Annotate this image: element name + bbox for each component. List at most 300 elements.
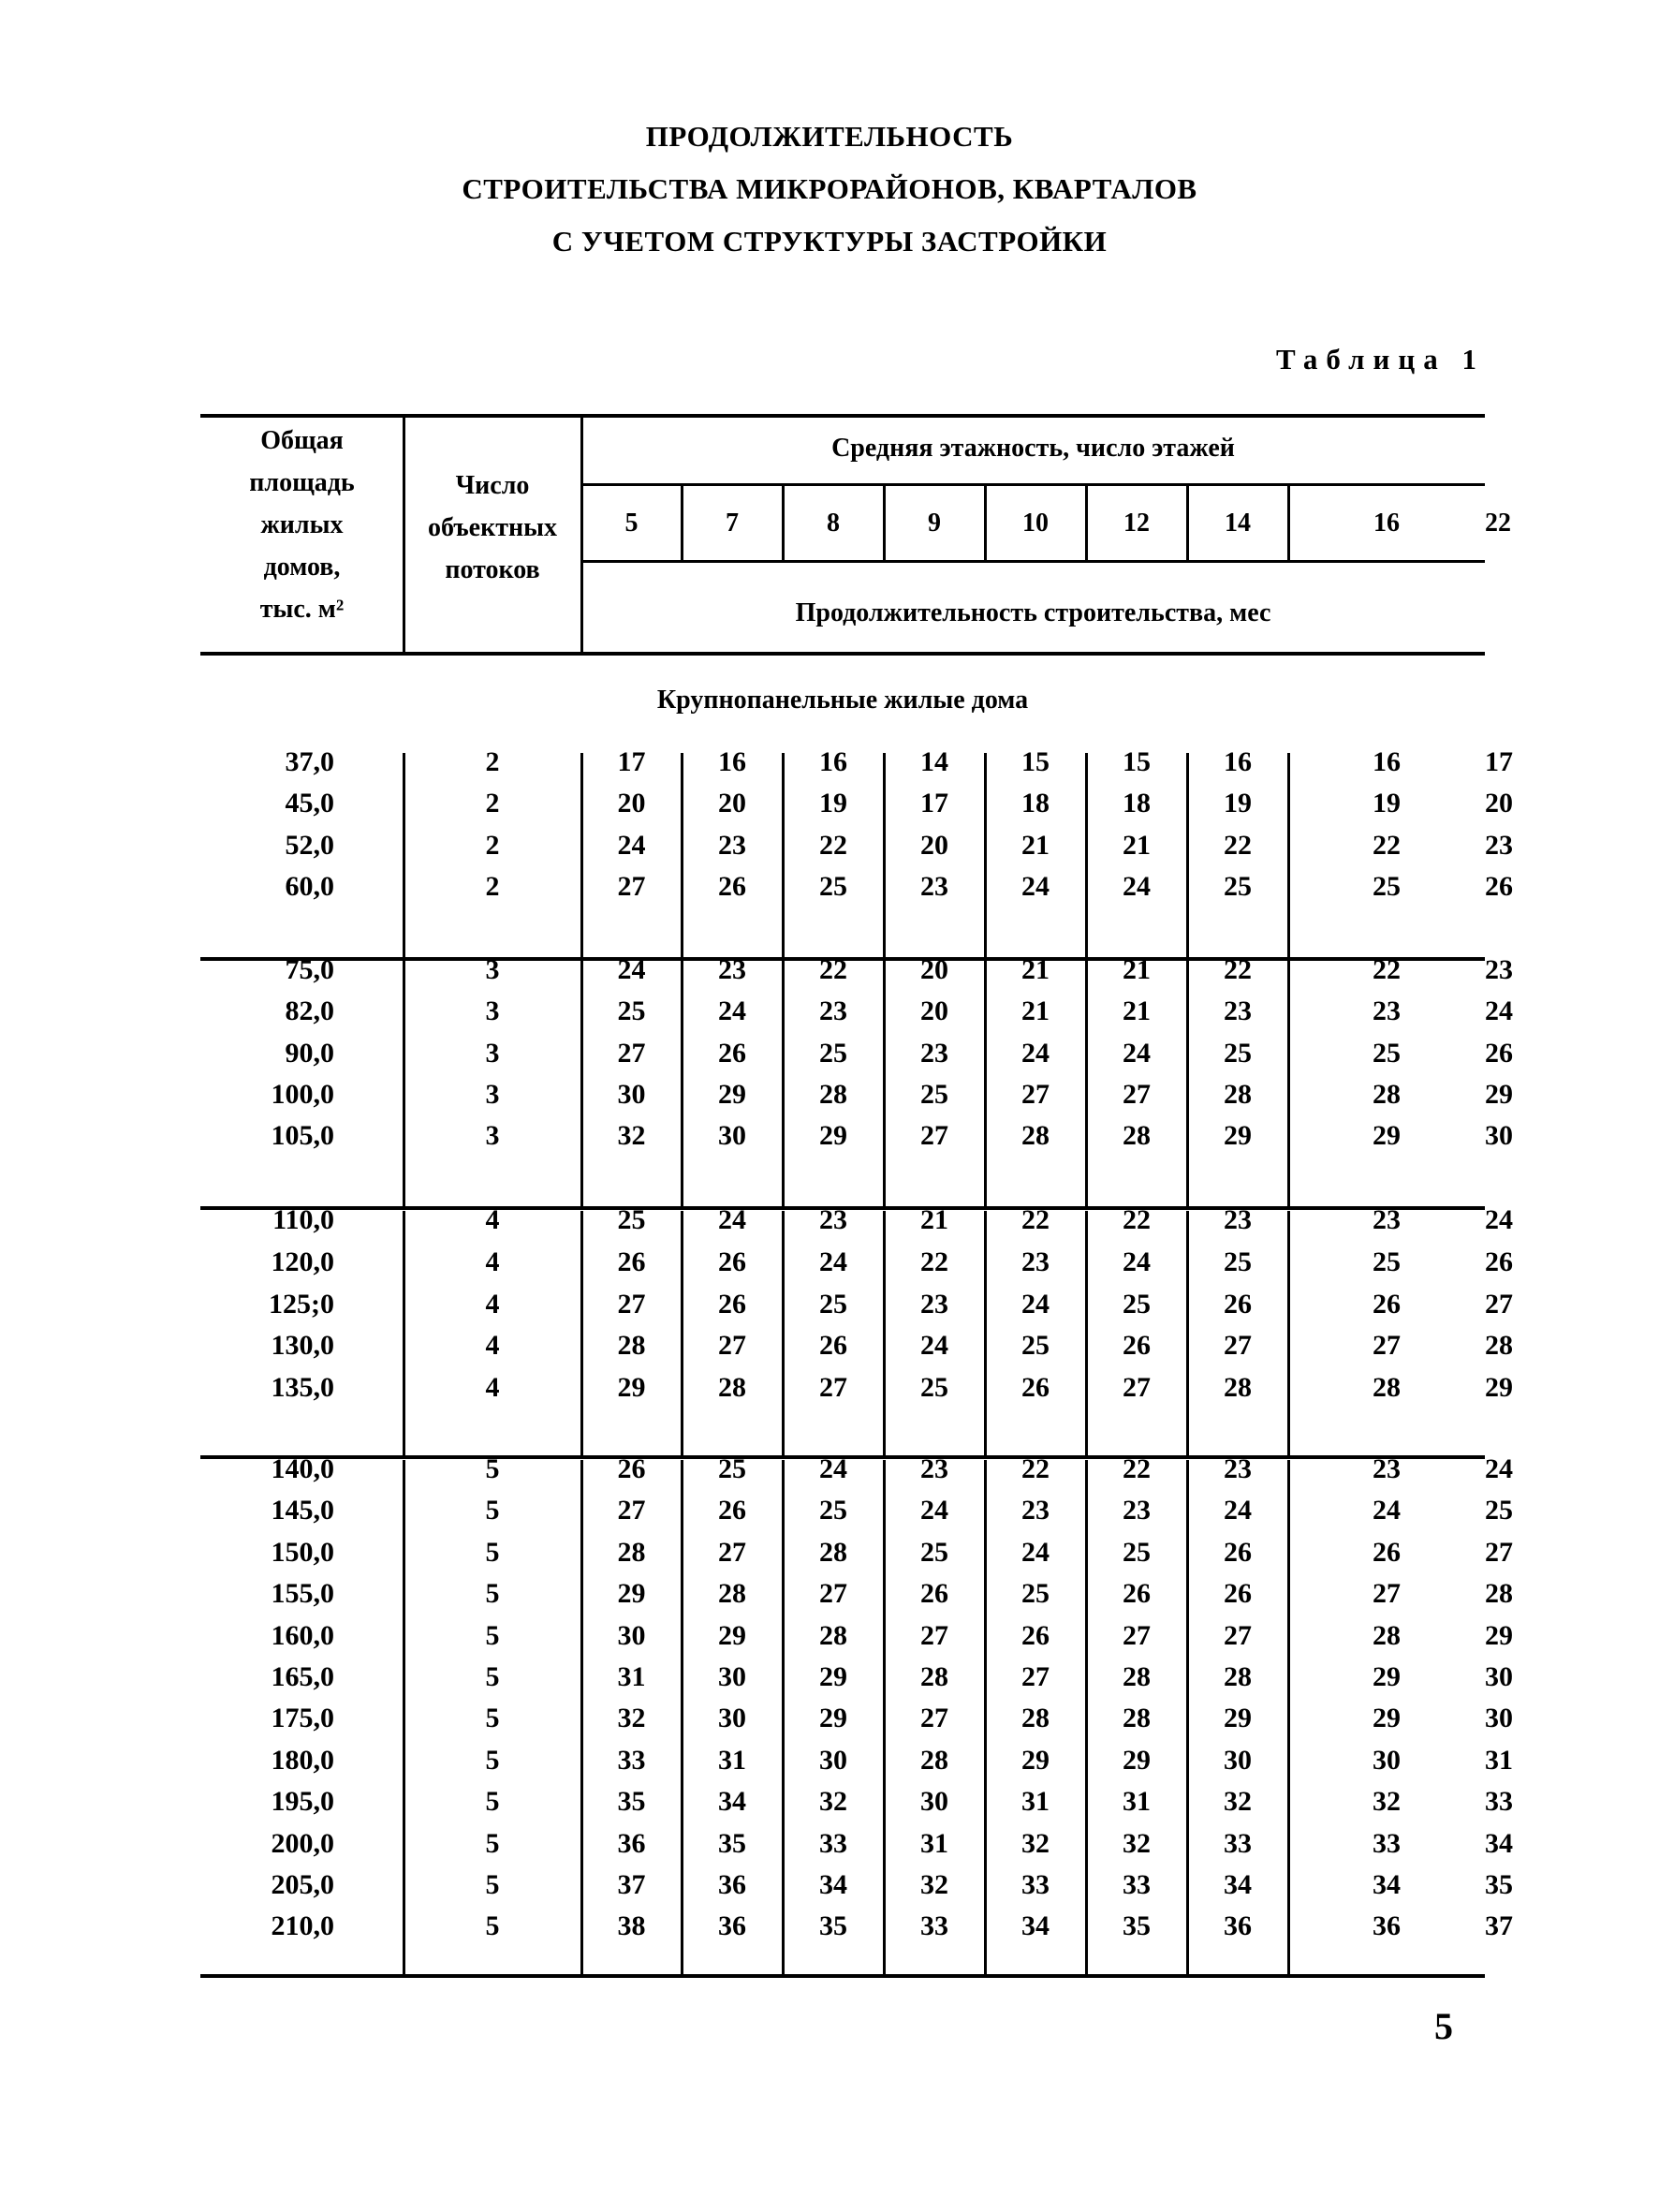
duration-cell: 19 <box>1224 788 1252 818</box>
duration-cell: 34 <box>718 1786 746 1817</box>
area-cell: 90,0 <box>285 1038 334 1069</box>
duration-cell: 33 <box>1123 1869 1151 1900</box>
area-cell: 52,0 <box>285 830 334 861</box>
streams-header-line: объектных <box>428 513 557 542</box>
duration-cell: 28 <box>1224 1661 1252 1692</box>
duration-cell: 27 <box>718 1537 746 1568</box>
duration-cell: 20 <box>920 954 948 985</box>
duration-cell: 24 <box>1021 1537 1050 1568</box>
floors-header-cell: 10 <box>1022 509 1049 538</box>
duration-cell: 24 <box>1123 1038 1151 1069</box>
floors-top-rule <box>581 483 1485 486</box>
duration-cell: 36 <box>718 1910 746 1941</box>
streams-cell: 5 <box>485 1495 500 1526</box>
duration-cell: 21 <box>1021 995 1050 1026</box>
area-header-line: домов, <box>263 553 341 582</box>
duration-cell: 35 <box>819 1910 847 1941</box>
duration-cell: 16 <box>1373 746 1401 777</box>
duration-cell: 20 <box>617 788 646 818</box>
duration-cell: 17 <box>920 788 948 818</box>
streams-cell: 3 <box>485 1038 500 1069</box>
duration-cell: 25 <box>617 995 646 1026</box>
duration-cell: 25 <box>1224 1246 1252 1277</box>
title-line-2: СТРОИТЕЛЬСТВА МИКРОРАЙОНОВ, КВАРТАЛОВ <box>462 172 1197 205</box>
duration-cell: 25 <box>1485 1495 1513 1526</box>
area-column-header <box>200 420 404 630</box>
duration-cell: 23 <box>1485 830 1513 861</box>
duration-cell: 25 <box>920 1372 948 1403</box>
duration-cell: 26 <box>1373 1289 1401 1320</box>
duration-cell: 26 <box>617 1453 646 1484</box>
duration-cell: 30 <box>819 1745 847 1776</box>
streams-cell: 5 <box>485 1703 500 1733</box>
duration-cell: 27 <box>819 1372 847 1403</box>
streams-cell: 5 <box>485 1869 500 1900</box>
duration-cell: 24 <box>819 1453 847 1484</box>
streams-cell: 2 <box>485 788 500 818</box>
duration-cell: 28 <box>1373 1620 1401 1651</box>
duration-cell: 36 <box>617 1828 646 1859</box>
duration-cell: 20 <box>920 830 948 861</box>
duration-cell: 27 <box>1123 1620 1151 1651</box>
duration-cell: 35 <box>718 1828 746 1859</box>
document-title <box>0 111 1659 268</box>
duration-cell: 24 <box>718 1204 746 1235</box>
duration-cell: 24 <box>1485 1204 1513 1235</box>
streams-cell: 4 <box>485 1330 500 1361</box>
duration-cell: 25 <box>1373 871 1401 902</box>
floors-header-cell: 8 <box>827 509 840 538</box>
duration-cell: 33 <box>920 1910 948 1941</box>
page-number: 5 <box>1434 2005 1453 2047</box>
duration-cell: 28 <box>1123 1120 1151 1151</box>
streams-cell: 4 <box>485 1204 500 1235</box>
area-header-line: площадь <box>249 468 355 497</box>
area-cell: 37,0 <box>285 746 334 777</box>
duration-cell: 28 <box>819 1620 847 1651</box>
duration-cell: 27 <box>1485 1537 1513 1568</box>
duration-cell: 26 <box>1123 1330 1151 1361</box>
duration-cell: 28 <box>1485 1330 1513 1361</box>
title-line-3: С УЧЕТОМ СТРУКТУРЫ ЗАСТРОЙКИ <box>551 225 1108 258</box>
streams-cell: 4 <box>485 1246 500 1277</box>
duration-cell: 33 <box>1021 1869 1050 1900</box>
duration-cell: 23 <box>1224 1204 1252 1235</box>
area-cell: 145,0 <box>271 1495 334 1526</box>
duration-cell: 25 <box>1373 1246 1401 1277</box>
duration-cell: 27 <box>920 1120 948 1151</box>
area-cell: 82,0 <box>285 995 334 1026</box>
duration-cell: 28 <box>1485 1578 1513 1609</box>
duration-cell: 31 <box>920 1828 948 1859</box>
floors-header-cell: 9 <box>928 509 941 538</box>
section-title: Крупнопанельные жилые дома <box>656 686 1029 715</box>
duration-cell: 27 <box>617 1495 646 1526</box>
duration-cell: 28 <box>1224 1372 1252 1403</box>
duration-cell: 27 <box>617 1038 646 1069</box>
area-header-line: Общая <box>260 426 344 455</box>
duration-cell: 22 <box>1021 1204 1050 1235</box>
duration-cell: 29 <box>819 1120 847 1151</box>
streams-cell: 3 <box>485 995 500 1026</box>
area-cell: 135,0 <box>271 1372 334 1403</box>
duration-cell: 18 <box>1021 788 1050 818</box>
duration-cell: 33 <box>1485 1786 1513 1817</box>
duration-cell: 23 <box>1485 954 1513 985</box>
duration-cell: 31 <box>1485 1745 1513 1776</box>
area-cell: 100,0 <box>271 1079 334 1110</box>
duration-cell: 29 <box>617 1372 646 1403</box>
area-cell: 105,0 <box>271 1120 334 1151</box>
duration-cell: 16 <box>718 746 746 777</box>
duration-cell: 25 <box>819 871 847 902</box>
duration-cell: 28 <box>718 1578 746 1609</box>
floors-header-cell: 16 <box>1373 509 1400 538</box>
duration-cell: 27 <box>920 1703 948 1733</box>
duration-cell: 34 <box>1373 1869 1401 1900</box>
duration-cell: 21 <box>1021 830 1050 861</box>
duration-cell: 21 <box>1123 830 1151 861</box>
duration-cell: 30 <box>718 1661 746 1692</box>
duration-cell: 29 <box>718 1620 746 1651</box>
duration-cell: 32 <box>1224 1786 1252 1817</box>
duration-cell: 22 <box>1224 954 1252 985</box>
duration-cell: 24 <box>1021 1289 1050 1320</box>
duration-cell: 24 <box>920 1330 948 1361</box>
duration-cell: 23 <box>1123 1495 1151 1526</box>
duration-cell: 32 <box>819 1786 847 1817</box>
duration-cell: 26 <box>1224 1537 1252 1568</box>
duration-cell: 34 <box>1021 1910 1050 1941</box>
duration-cell: 23 <box>1224 995 1252 1026</box>
duration-cell: 18 <box>1123 788 1151 818</box>
duration-cell: 27 <box>1021 1661 1050 1692</box>
duration-cell: 29 <box>1373 1661 1401 1692</box>
streams-cell: 5 <box>485 1910 500 1941</box>
duration-cell: 28 <box>617 1330 646 1361</box>
duration-cell: 24 <box>1485 995 1513 1026</box>
streams-header-line: Число <box>455 471 530 500</box>
duration-cell: 26 <box>1485 1246 1513 1277</box>
streams-cell: 5 <box>485 1537 500 1568</box>
duration-cell: 24 <box>718 995 746 1026</box>
duration-cell: 37 <box>617 1869 646 1900</box>
duration-cell: 23 <box>1373 1204 1401 1235</box>
duration-cell: 23 <box>1373 1453 1401 1484</box>
duration-cell: 29 <box>617 1578 646 1609</box>
duration-cell: 24 <box>920 1495 948 1526</box>
duration-cell: 30 <box>1224 1745 1252 1776</box>
duration-cell: 22 <box>1373 954 1401 985</box>
duration-cell: 34 <box>819 1869 847 1900</box>
area-cell: 140,0 <box>271 1453 334 1484</box>
duration-cell: 22 <box>920 1246 948 1277</box>
duration-cell: 26 <box>1123 1578 1151 1609</box>
duration-cell: 27 <box>617 1289 646 1320</box>
duration-cell: 17 <box>1485 746 1513 777</box>
duration-cell: 27 <box>1373 1578 1401 1609</box>
streams-cell: 5 <box>485 1661 500 1692</box>
duration-cell: 25 <box>819 1495 847 1526</box>
duration-cell: 22 <box>1123 1204 1151 1235</box>
duration-cell: 26 <box>1224 1578 1252 1609</box>
streams-cell: 5 <box>485 1453 500 1484</box>
area-cell: 210,0 <box>271 1910 334 1941</box>
duration-cell: 26 <box>1224 1289 1252 1320</box>
floors-header-cell: 5 <box>624 509 639 538</box>
duration-cell: 27 <box>1123 1372 1151 1403</box>
duration-cell: 25 <box>920 1079 948 1110</box>
duration-cell: 25 <box>1123 1289 1151 1320</box>
duration-cell: 26 <box>718 1289 746 1320</box>
duration-cell: 14 <box>920 746 948 777</box>
table-label: Таблица 1 <box>1276 343 1485 376</box>
duration-cell: 32 <box>1021 1828 1050 1859</box>
duration-cell: 35 <box>1123 1910 1151 1941</box>
duration-cell: 24 <box>1021 1038 1050 1069</box>
area-header-line: тыс. м² <box>259 595 345 624</box>
duration-cell: 29 <box>1373 1703 1401 1733</box>
duration-cell: 25 <box>1224 1038 1252 1069</box>
area-header-line: жилых <box>260 510 344 539</box>
table-bottom-rule <box>200 1974 1485 1978</box>
streams-cell: 5 <box>485 1828 500 1859</box>
duration-cell: 23 <box>920 871 948 902</box>
duration-cell: 26 <box>920 1578 948 1609</box>
floors-header-cell: 22 <box>1485 509 1511 538</box>
duration-cell: 26 <box>1485 1038 1513 1069</box>
duration-cell: 24 <box>1123 871 1151 902</box>
duration-cell: 26 <box>1485 871 1513 902</box>
duration-cell: 28 <box>1021 1703 1050 1733</box>
duration-cell: 27 <box>1373 1330 1401 1361</box>
area-cell: 130,0 <box>271 1330 334 1361</box>
duration-cell: 23 <box>819 1204 847 1235</box>
area-cell: 150,0 <box>271 1537 334 1568</box>
duration-cell: 24 <box>1485 1453 1513 1484</box>
duration-cell: 25 <box>1373 1038 1401 1069</box>
streams-cell: 4 <box>485 1372 500 1403</box>
area-cell: 60,0 <box>285 871 334 902</box>
streams-cell: 3 <box>485 1120 500 1151</box>
area-cell: 175,0 <box>271 1703 334 1733</box>
duration-cell: 24 <box>1021 871 1050 902</box>
duration-cell: 30 <box>718 1703 746 1733</box>
area-cell: 110,0 <box>272 1204 334 1235</box>
duration-cell: 25 <box>617 1204 646 1235</box>
duration-cell: 36 <box>1224 1910 1252 1941</box>
duration-cell: 23 <box>920 1289 948 1320</box>
streams-cell: 5 <box>485 1578 500 1609</box>
duration-cell: 28 <box>1373 1079 1401 1110</box>
duration-cell: 26 <box>617 1246 646 1277</box>
duration-cell: 28 <box>1123 1661 1151 1692</box>
area-cell: 165,0 <box>271 1661 334 1692</box>
duration-cell: 21 <box>1021 954 1050 985</box>
streams-cell: 4 <box>485 1289 500 1320</box>
duration-cell: 21 <box>920 1204 948 1235</box>
duration-cell: 21 <box>1123 954 1151 985</box>
duration-cell: 23 <box>718 830 746 861</box>
duration-cell: 29 <box>1224 1703 1252 1733</box>
duration-cell: 22 <box>1123 1453 1151 1484</box>
duration-cell: 29 <box>1021 1745 1050 1776</box>
duration-cell: 31 <box>1021 1786 1050 1817</box>
duration-cell: 30 <box>1485 1703 1513 1733</box>
area-cell: 180,0 <box>271 1745 334 1776</box>
streams-cell: 2 <box>485 746 500 777</box>
duration-cell: 23 <box>920 1038 948 1069</box>
duration-cell: 38 <box>617 1910 646 1941</box>
duration-cell: 15 <box>1123 746 1151 777</box>
duration-cell: 19 <box>1373 788 1401 818</box>
duration-cell: 24 <box>617 954 646 985</box>
duration-cell: 20 <box>718 788 746 818</box>
duration-cell: 31 <box>718 1745 746 1776</box>
duration-cell: 28 <box>1021 1120 1050 1151</box>
duration-cell: 29 <box>718 1079 746 1110</box>
duration-cell: 32 <box>920 1869 948 1900</box>
floors-header-cell: 14 <box>1225 509 1251 538</box>
duration-cell: 20 <box>920 995 948 1026</box>
duration-cell: 29 <box>819 1661 847 1692</box>
duration-cell: 36 <box>1373 1910 1401 1941</box>
floors-header-cell: 7 <box>726 509 739 538</box>
duration-cell: 27 <box>1224 1620 1252 1651</box>
duration-cell: 26 <box>718 871 746 902</box>
duration-cell: 27 <box>1021 1079 1050 1110</box>
duration-cell: 28 <box>718 1372 746 1403</box>
duration-cell: 30 <box>1373 1745 1401 1776</box>
duration-cell: 30 <box>1485 1661 1513 1692</box>
duration-cell: 36 <box>718 1869 746 1900</box>
streams-cell: 2 <box>485 871 500 902</box>
duration-cell: 26 <box>1373 1537 1401 1568</box>
duration-cell: 26 <box>1021 1372 1050 1403</box>
duration-cell: 26 <box>819 1330 847 1361</box>
duration-cell: 30 <box>718 1120 746 1151</box>
duration-cell: 28 <box>819 1079 847 1110</box>
duration-cell: 28 <box>617 1537 646 1568</box>
duration-cell: 20 <box>1485 788 1513 818</box>
duration-cell: 25 <box>819 1038 847 1069</box>
duration-cell: 29 <box>1224 1120 1252 1151</box>
area-cell: 125;0 <box>269 1289 334 1320</box>
duration-cell: 17 <box>617 746 646 777</box>
duration-cell: 26 <box>718 1495 746 1526</box>
duration-cell: 28 <box>819 1537 847 1568</box>
duration-cell: 34 <box>1485 1828 1513 1859</box>
duration-cell: 32 <box>1373 1786 1401 1817</box>
area-cell: 75,0 <box>285 954 334 985</box>
duration-cell: 23 <box>1021 1246 1050 1277</box>
floors-bottom-rule <box>581 560 1485 563</box>
duration-cell: 24 <box>1373 1495 1401 1526</box>
duration-cell: 26 <box>1021 1620 1050 1651</box>
duration-cell: 24 <box>819 1246 847 1277</box>
streams-cell: 5 <box>485 1786 500 1817</box>
duration-cell: 23 <box>718 954 746 985</box>
duration-cell: 25 <box>1021 1578 1050 1609</box>
duration-cell: 25 <box>1021 1330 1050 1361</box>
floors-group-header: Средняя этажность, число этажей <box>831 434 1235 463</box>
duration-cell: 15 <box>1021 746 1050 777</box>
area-cell: 195,0 <box>271 1786 334 1817</box>
streams-header-line: потоков <box>445 555 540 584</box>
duration-cell: 27 <box>819 1578 847 1609</box>
floors-header-cell: 12 <box>1123 509 1150 538</box>
duration-cell: 19 <box>819 788 847 818</box>
duration-cell: 33 <box>1373 1828 1401 1859</box>
duration-cell: 22 <box>819 954 847 985</box>
duration-cell: 22 <box>1021 1453 1050 1484</box>
streams-cell: 5 <box>485 1620 500 1651</box>
duration-cell: 25 <box>819 1289 847 1320</box>
duration-cell: 33 <box>1224 1828 1252 1859</box>
duration-cell: 33 <box>819 1828 847 1859</box>
area-cell: 200,0 <box>271 1828 334 1859</box>
duration-cell: 24 <box>1123 1246 1151 1277</box>
duration-cell: 30 <box>617 1079 646 1110</box>
duration-cell: 32 <box>1123 1828 1151 1859</box>
duration-cell: 30 <box>1485 1120 1513 1151</box>
duration-cell: 25 <box>1123 1537 1151 1568</box>
duration-cell: 27 <box>1224 1330 1252 1361</box>
area-cell: 160,0 <box>271 1620 334 1651</box>
streams-column-header <box>404 465 581 591</box>
duration-cell: 29 <box>1123 1745 1151 1776</box>
duration-cell: 35 <box>617 1786 646 1817</box>
duration-cell: 23 <box>819 995 847 1026</box>
duration-cell: 25 <box>1224 871 1252 902</box>
duration-cell: 29 <box>1373 1120 1401 1151</box>
duration-cell: 16 <box>1224 746 1252 777</box>
duration-cell: 30 <box>920 1786 948 1817</box>
duration-cell: 23 <box>1021 1495 1050 1526</box>
duration-cell: 24 <box>617 830 646 861</box>
duration-cell: 16 <box>819 746 847 777</box>
duration-cell: 22 <box>1373 830 1401 861</box>
streams-cell: 2 <box>485 830 500 861</box>
duration-cell: 22 <box>819 830 847 861</box>
area-cell: 205,0 <box>271 1869 334 1900</box>
title-line-1: ПРОДОЛЖИТЕЛЬНОСТЬ <box>645 120 1014 153</box>
duration-cell: 37 <box>1485 1910 1513 1941</box>
duration-cell: 26 <box>718 1038 746 1069</box>
duration-cell: 21 <box>1123 995 1151 1026</box>
duration-header: Продолжительность строительства, мес <box>795 598 1271 627</box>
duration-cell: 35 <box>1485 1869 1513 1900</box>
duration-cell: 23 <box>1224 1453 1252 1484</box>
duration-cell: 29 <box>819 1703 847 1733</box>
duration-cell: 30 <box>617 1620 646 1651</box>
duration-cell: 34 <box>1224 1869 1252 1900</box>
duration-cell: 23 <box>1373 995 1401 1026</box>
area-cell: 155,0 <box>271 1578 334 1609</box>
duration-cell: 32 <box>617 1703 646 1733</box>
duration-cell: 33 <box>617 1745 646 1776</box>
duration-cell: 29 <box>1485 1079 1513 1110</box>
duration-cell: 25 <box>920 1537 948 1568</box>
duration-cell: 29 <box>1485 1372 1513 1403</box>
streams-cell: 3 <box>485 1079 500 1110</box>
duration-cell: 29 <box>1485 1620 1513 1651</box>
duration-cell: 27 <box>1485 1289 1513 1320</box>
header-top-rule <box>200 414 1485 418</box>
duration-cell: 32 <box>617 1120 646 1151</box>
area-cell: 45,0 <box>285 788 334 818</box>
header-bottom-rule <box>200 652 1485 656</box>
